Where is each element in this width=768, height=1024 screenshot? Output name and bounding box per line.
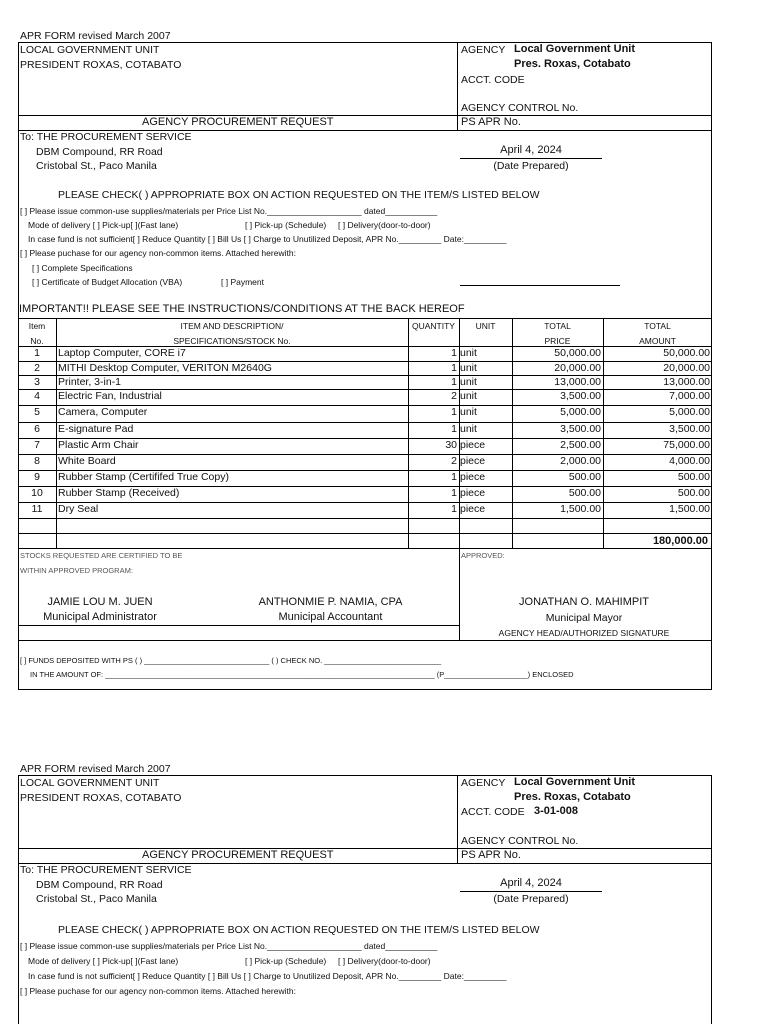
cell-desc: Electric Fan, Industrial bbox=[58, 390, 162, 402]
certified-line-1: STOCKS REQUESTED ARE CERTIFIED TO BE bbox=[20, 551, 183, 560]
approved-label: APPROVED: bbox=[461, 551, 505, 560]
cell-price: 13,000.00 bbox=[554, 376, 601, 388]
cell-desc: Dry Seal bbox=[58, 503, 99, 515]
mode-of-delivery: Mode of delivery [ ] Pick-up[ ](Fast lane) bbox=[28, 956, 179, 966]
insufficient-fund: In case fund is not sufficient[ ] Reduce Quantity [ ] Bill Us [ ] Charge to Unutilized Deposit, APR No._________ Date:_________ bbox=[28, 234, 507, 244]
cell-no: 5 bbox=[34, 406, 40, 418]
cell-qty: 1 bbox=[451, 376, 457, 388]
row-divider bbox=[18, 486, 712, 487]
header-desc-2: SPECIFICATIONS/STOCK No. bbox=[173, 336, 291, 346]
row-divider bbox=[18, 422, 712, 423]
cell-amount: 5,000.00 bbox=[669, 406, 710, 418]
cell-unit: unit bbox=[460, 423, 477, 435]
row-divider bbox=[18, 389, 712, 390]
cell-price: 5,000.00 bbox=[560, 406, 601, 418]
cell-unit: unit bbox=[460, 347, 477, 359]
cell-unit: unit bbox=[460, 376, 477, 388]
cell-unit: unit bbox=[460, 362, 477, 374]
ps-apr-label: PS APR No. bbox=[461, 849, 521, 861]
date-prepared: April 4, 2024 bbox=[500, 877, 562, 889]
header-total-2: TOTAL bbox=[644, 321, 671, 331]
to-label: To: THE PROCUREMENT SERVICE bbox=[20, 864, 192, 876]
cell-desc: Camera, Computer bbox=[58, 406, 148, 418]
cell-no: 10 bbox=[31, 487, 43, 499]
cell-price: 500.00 bbox=[568, 487, 601, 499]
signatory-3-name: JONATHAN O. MAHIMPIT bbox=[519, 596, 649, 608]
cell-unit: piece bbox=[460, 471, 486, 483]
please-check: PLEASE CHECK( ) APPROPRIATE BOX ON ACTION REQUESTED ON THE ITEM/S LISTED BELOW bbox=[58, 924, 540, 936]
header-no: No. bbox=[30, 336, 44, 346]
signatory-1-title: Municipal Administrator bbox=[43, 611, 157, 623]
control-label: AGENCY CONTROL No. bbox=[461, 835, 579, 847]
row-divider bbox=[18, 518, 712, 519]
cell-unit: unit bbox=[460, 406, 477, 418]
option-common-use: [ ] Please issue common-use supplies/materials per Price List No.____________________ dated___________ bbox=[20, 941, 438, 951]
cell-amount: 75,000.00 bbox=[663, 439, 710, 451]
signatory-2-name: ANTHONMIE P. NAMIA, CPA bbox=[258, 596, 403, 608]
signatory-2-title: Municipal Accountant bbox=[278, 611, 383, 623]
address-line-1: DBM Compound, RR Road bbox=[36, 879, 163, 891]
date-label: (Date Prepared) bbox=[493, 893, 569, 905]
date-label: (Date Prepared) bbox=[493, 160, 569, 172]
cell-qty: 1 bbox=[451, 347, 457, 359]
cell-unit: piece bbox=[460, 455, 486, 467]
cell-no: 6 bbox=[34, 423, 40, 435]
cell-desc: Plastic Arm Chair bbox=[58, 439, 139, 451]
cell-price: 3,500.00 bbox=[560, 423, 601, 435]
form-revision: APR FORM revised March 2007 bbox=[20, 30, 171, 42]
cell-qty: 1 bbox=[451, 487, 457, 499]
mode-schedule: [ ] Pick-up (Schedule) bbox=[245, 220, 327, 230]
option-common-use: [ ] Please issue common-use supplies/materials per Price List No.____________________ dated___________ bbox=[20, 206, 438, 216]
cell-desc: Laptop Computer, CORE i7 bbox=[58, 347, 186, 359]
cell-no: 1 bbox=[34, 347, 40, 359]
location-label: PRESIDENT ROXAS, COTABATO bbox=[20, 59, 182, 71]
cell-qty: 1 bbox=[451, 503, 457, 515]
row-divider bbox=[18, 375, 712, 376]
option-non-common: [ ] Please puchase for our agency non-common items. Attached herewith: bbox=[20, 986, 296, 996]
signatory-3-title: Municipal Mayor bbox=[545, 612, 623, 624]
cell-amount: 500.00 bbox=[677, 487, 710, 499]
cell-amount: 4,000.00 bbox=[669, 455, 710, 467]
cell-desc: MITHI Desktop Computer, VERITON M2640G bbox=[58, 362, 272, 374]
mode-schedule: [ ] Pick-up (Schedule) bbox=[245, 956, 327, 966]
signatory-3-role: AGENCY HEAD/AUTHORIZED SIGNATURE bbox=[498, 628, 670, 638]
cell-price: 2,000.00 bbox=[560, 455, 601, 467]
cell-desc: White Board bbox=[58, 455, 116, 467]
payment-option: [ ] Payment bbox=[221, 277, 264, 287]
important-notice: IMPORTANT!! PLEASE SEE THE INSTRUCTIONS/CONDITIONS AT THE BACK HEREOF bbox=[19, 303, 465, 315]
date-prepared: April 4, 2024 bbox=[500, 144, 562, 156]
header-amount: AMOUNT bbox=[639, 336, 676, 346]
agency-place: Pres. Roxas, Cotabato bbox=[514, 791, 631, 803]
cell-amount: 7,000.00 bbox=[669, 390, 710, 402]
cell-no: 11 bbox=[31, 503, 43, 515]
cell-unit: piece bbox=[460, 487, 486, 499]
header-item: Item bbox=[28, 321, 46, 331]
certified-line-2: WITHIN APPROVED PROGRAM: bbox=[20, 566, 133, 575]
signatory-1-name: JAMIE LOU M. JUEN bbox=[47, 596, 153, 608]
cell-price: 1,500.00 bbox=[560, 503, 601, 515]
cell-desc: E-signature Pad bbox=[58, 423, 134, 435]
cell-no: 4 bbox=[34, 390, 40, 402]
cell-price: 50,000.00 bbox=[554, 347, 601, 359]
lgu-label: LOCAL GOVERNMENT UNIT bbox=[20, 44, 160, 56]
cell-amount: 500.00 bbox=[677, 471, 710, 483]
cell-qty: 1 bbox=[451, 362, 457, 374]
cell-no: 9 bbox=[34, 471, 40, 483]
acct-code-value: 3-01-008 bbox=[534, 805, 579, 817]
complete-specs: [ ] Complete Specifications bbox=[32, 263, 133, 273]
amount-enclosed: IN THE AMOUNT OF: _______________________________________________________________________________ (P____________________) ENCLOSED bbox=[30, 670, 574, 679]
mode-door: [ ] Delivery(door-to-door) bbox=[338, 956, 431, 966]
cell-price: 20,000.00 bbox=[554, 362, 601, 374]
budget-allocation: [ ] Certificate of Budget Allocation (VBA) bbox=[32, 277, 183, 287]
row-divider bbox=[18, 438, 712, 439]
cell-price: 500.00 bbox=[568, 471, 601, 483]
agency-name: Local Government Unit bbox=[514, 776, 636, 788]
cell-unit: unit bbox=[460, 390, 477, 402]
lgu-label: LOCAL GOVERNMENT UNIT bbox=[20, 777, 160, 789]
cell-desc: Rubber Stamp (Certififed True Copy) bbox=[58, 471, 229, 483]
cell-price: 3,500.00 bbox=[560, 390, 601, 402]
form-title: AGENCY PROCUREMENT REQUEST bbox=[142, 849, 334, 861]
mode-door: [ ] Delivery(door-to-door) bbox=[338, 220, 431, 230]
row-divider bbox=[18, 454, 712, 455]
cell-qty: 1 bbox=[451, 423, 457, 435]
cell-price: 2,500.00 bbox=[560, 439, 601, 451]
grand-total: 180,000.00 bbox=[652, 535, 708, 547]
ps-apr-label: PS APR No. bbox=[461, 116, 521, 128]
cell-qty: 1 bbox=[451, 471, 457, 483]
row-divider bbox=[18, 361, 712, 362]
cell-desc: Printer, 3-in-1 bbox=[58, 376, 122, 388]
cell-no: 3 bbox=[34, 376, 40, 388]
address-line-1: DBM Compound, RR Road bbox=[36, 146, 163, 158]
cell-amount: 3,500.00 bbox=[669, 423, 710, 435]
agency-label: AGENCY bbox=[461, 777, 506, 789]
form-revision: APR FORM revised March 2007 bbox=[20, 763, 171, 775]
header-price: PRICE bbox=[544, 336, 571, 346]
cell-unit: piece bbox=[460, 503, 486, 515]
cell-amount: 20,000.00 bbox=[663, 362, 710, 374]
row-divider bbox=[18, 470, 712, 471]
please-check: PLEASE CHECK( ) APPROPRIATE BOX ON ACTION REQUESTED ON THE ITEM/S LISTED BELOW bbox=[58, 189, 540, 201]
cell-unit: piece bbox=[460, 439, 486, 451]
agency-place: Pres. Roxas, Cotabato bbox=[514, 58, 631, 70]
header-desc-1: ITEM AND DESCRIPTION/ bbox=[180, 321, 284, 331]
control-label: AGENCY CONTROL No. bbox=[461, 102, 579, 114]
cell-amount: 50,000.00 bbox=[663, 347, 710, 359]
row-divider bbox=[18, 405, 712, 406]
row-divider bbox=[18, 533, 712, 534]
cell-qty: 30 bbox=[445, 439, 457, 451]
insufficient-fund: In case fund is not sufficient[ ] Reduce Quantity [ ] Bill Us [ ] Charge to Unutilized Deposit, APR No._________ Date:_________ bbox=[28, 971, 507, 981]
header-quantity: QUANTITY bbox=[412, 321, 455, 331]
cell-desc: Rubber Stamp (Received) bbox=[58, 487, 180, 499]
to-label: To: THE PROCUREMENT SERVICE bbox=[20, 131, 192, 143]
agency-name: Local Government Unit bbox=[514, 43, 636, 55]
acct-code-label: ACCT. CODE bbox=[461, 74, 525, 86]
cell-no: 8 bbox=[34, 455, 40, 467]
agency-label: AGENCY bbox=[461, 44, 506, 56]
cell-amount: 1,500.00 bbox=[669, 503, 710, 515]
option-non-common: [ ] Please puchase for our agency non-common items. Attached herewith: bbox=[20, 248, 296, 258]
address-line-2: Cristobal St., Paco Manila bbox=[36, 893, 157, 905]
acct-code-label: ACCT. CODE bbox=[461, 806, 525, 818]
cell-qty: 1 bbox=[451, 406, 457, 418]
row-divider bbox=[18, 502, 712, 503]
cell-amount: 13,000.00 bbox=[663, 376, 710, 388]
header-total-1: TOTAL bbox=[544, 321, 571, 331]
address-line-2: Cristobal St., Paco Manila bbox=[36, 160, 157, 172]
cell-no: 2 bbox=[34, 362, 40, 374]
cell-qty: 2 bbox=[451, 390, 457, 402]
cell-no: 7 bbox=[34, 439, 40, 451]
header-unit: UNIT bbox=[475, 321, 496, 331]
form-title: AGENCY PROCUREMENT REQUEST bbox=[142, 116, 334, 128]
funds-deposited: [ ] FUNDS DEPOSITED WITH PS ( ) ______________________________ ( ) CHECK NO. ____________________________ bbox=[20, 656, 442, 665]
location-label: PRESIDENT ROXAS, COTABATO bbox=[20, 792, 182, 804]
cell-qty: 2 bbox=[451, 455, 457, 467]
mode-of-delivery: Mode of delivery [ ] Pick-up[ ](Fast lane) bbox=[28, 220, 179, 230]
